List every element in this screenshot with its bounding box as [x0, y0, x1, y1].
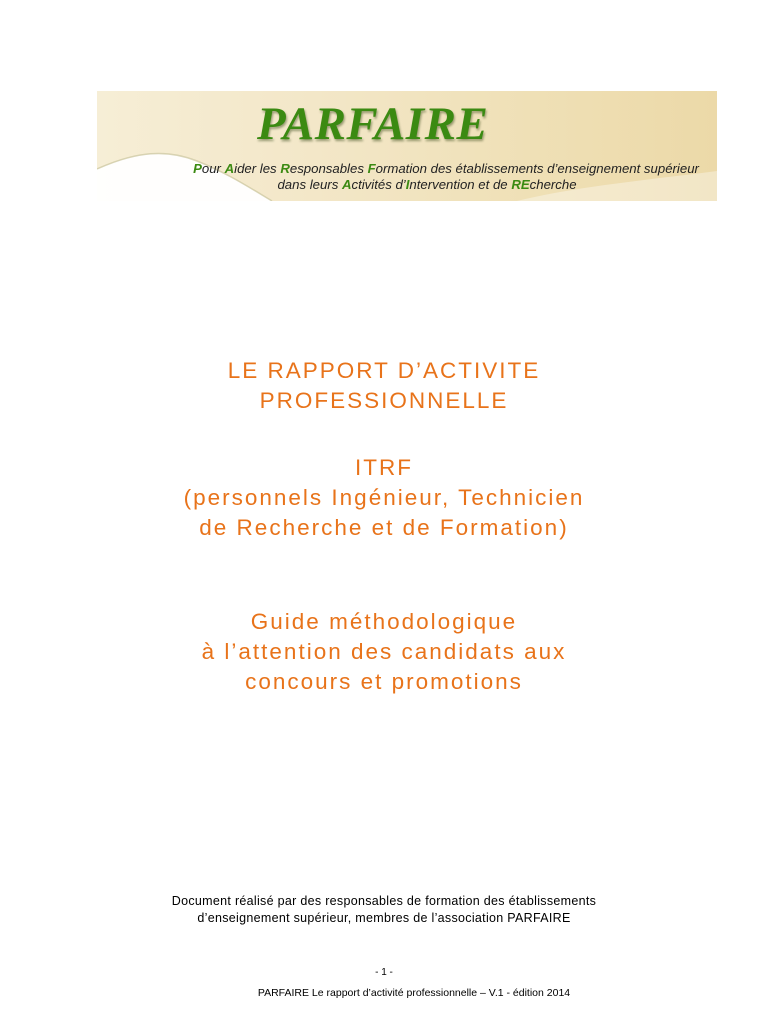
tagline-text: ntervention et de	[409, 177, 512, 192]
running-footer: PARFAIRE Le rapport d’activité professionnelle – V.1 - édition 2014	[257, 987, 571, 999]
guide-line-1: Guide méthodologique	[250, 609, 518, 634]
page-number: - 1 -	[375, 967, 393, 978]
tagline-text: esponsables	[289, 161, 368, 176]
subtitle-line-3: de Recherche et de Formation)	[199, 515, 569, 540]
tagline-highlight-letter: A	[224, 161, 235, 176]
document-title	[0, 356, 768, 416]
tagline-text: cherche	[529, 177, 577, 192]
tagline-highlight-letter: P	[193, 161, 202, 176]
tagline-text: our	[201, 161, 225, 176]
guide-heading	[0, 607, 768, 697]
header-banner	[97, 91, 717, 201]
tagline-highlight-letter: RE	[511, 177, 530, 192]
credit-line-2: d’enseignement supérieur, membres de l’association PARFAIRE	[197, 911, 571, 925]
tagline-highlight-letter: A	[341, 177, 352, 192]
tagline-line-1	[97, 161, 717, 176]
tagline-highlight-letter: R	[280, 161, 290, 176]
subtitle-line-2: (personnels Ingénieur, Technicien	[183, 485, 585, 510]
subtitle-line-1: ITRF	[355, 455, 413, 480]
tagline-text: dans leurs	[277, 177, 342, 192]
tagline-highlight-letter: F	[367, 161, 376, 176]
tagline-text: ider les	[234, 161, 281, 176]
document-subtitle	[0, 453, 768, 543]
guide-line-3: concours et promotions	[245, 669, 523, 694]
guide-line-2: à l’attention des candidats aux	[201, 639, 567, 664]
tagline-text: ctivités d’	[351, 177, 406, 192]
credit-line-1: Document réalisé par des responsables de formation des établissements	[171, 894, 597, 908]
tagline-highlight-letter: I	[405, 177, 410, 192]
tagline-line-2	[97, 177, 717, 192]
title-line-2: PROFESSIONNELLE	[259, 388, 509, 413]
title-line-1: LE RAPPORT D’ACTIVITE	[227, 358, 541, 383]
parfaire-logo: PARFAIRE	[257, 98, 489, 150]
tagline-text: ormation des établissements d’enseignement supérieur	[375, 161, 699, 176]
authorship-credit	[0, 893, 768, 927]
